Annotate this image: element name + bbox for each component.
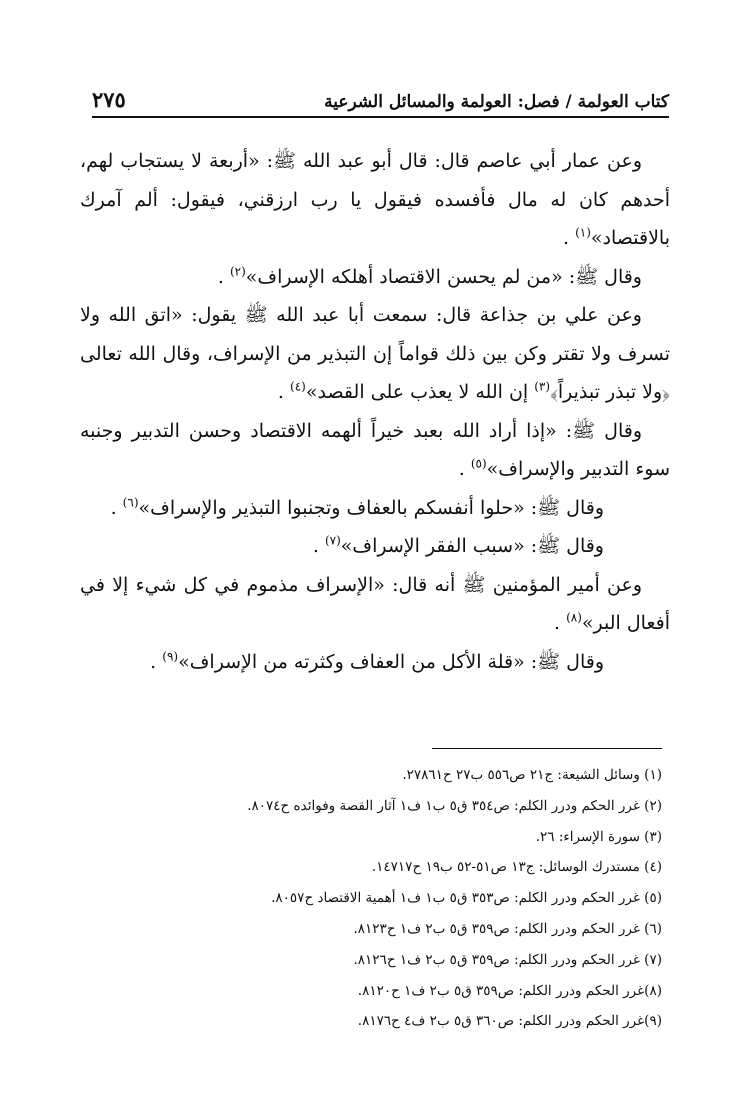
- paragraph: وعن عمار أبي عاصم قال: قال أبو عبد الله ﷺ: «أربعة لا يستجاب لهم، أحدهم كان له مال فأفسده فيقول يا رب ارزقني، فيقول: ألم آمرك بالاقتصاد»$^{(١)}$ .: [80, 150, 670, 249]
- paragraph: وعن أمير المؤمنين ﷺ أنه قال: «الإسراف مذموم في كل شيء إلا في أفعال البر»$^{(٨)}$ .: [80, 573, 670, 634]
- footnote-ref: (١): [575, 225, 591, 240]
- footnote: (٢) غرر الحكم ودرر الكلم: ص٣٥٤ ق٥ ب١ ف١ آثار القصة وفوائده ح٨٠٧٤.: [247, 797, 662, 814]
- footnote-ref: (٩): [162, 649, 179, 664]
- footnote-ref: (٣): [534, 379, 551, 394]
- footnote: (٦) غرر الحكم ودرر الكلم: ص٣٥٩ ق٥ ب٢ ف١ ح٨١٢٣.: [353, 920, 662, 937]
- paragraph: وقال ﷺ: «سبب الفقر الإسراف»$^{(٧)}$ .: [312, 533, 604, 557]
- footnote: (٤) مستدرك الوسائل: ج١٣ ص٥١-٥٢ ب١٩ ح١٤٧١٧.: [371, 859, 662, 876]
- footnote: (١) وسائل الشيعة: ج٢١ ص٥٥٦ ب٢٧ ح٢٧٨٦١.: [402, 767, 662, 783]
- footnote-ref: (٢): [229, 264, 246, 279]
- footnote-separator: [432, 748, 662, 749]
- footnote-ref: (٨): [566, 610, 582, 625]
- paragraph: وعن علي بن جذاعة قال: سمعت أبا عبد الله ﷺ يقول: «اتق الله ولا تسرف ولا تقتر وكن بين ذلك قواماً إن التبذير من الإسراف، وقال الله تعالى ﴿ولا تبذر تبذيراً﴾$^{(٣)}$ إن الله لا يعذب على القصد»$^{(٤)}$ .: [80, 304, 670, 403]
- header-title: كتاب العولمة / فصل: العولمة والمسائل الشرعية: [324, 92, 669, 112]
- paragraph: وقال ﷺ: «حلوا أنفسكم بالعفاف وتجنبوا التبذير والإسراف»$^{(٦)}$ .: [110, 495, 604, 519]
- footnote: (٧) غرر الحكم ودرر الكلم: ص٣٥٩ ق٥ ب٢ ف١ ح٨١٢٦.: [353, 951, 662, 968]
- footnote: (٩)غرر الحكم ودرر الكلم: ص٣٦٠ ق٥ ب٢ ف٤ ح٨١٧٦.: [357, 1013, 662, 1030]
- paragraph: وقال ﷺ: «من لم يحسن الاقتصاد أهلكه الإسراف»$^{(٢)}$ .: [217, 264, 642, 288]
- footnote-ref: (٤): [290, 379, 306, 394]
- running-header: [92, 84, 669, 118]
- footnote-ref: (٥): [470, 456, 487, 471]
- footnote: (٣) سورة الإسراء: ٢٦.: [535, 828, 662, 845]
- footnote: (٨)غرر الحكم ودرر الكلم: ص٣٥٩ ق٥ ب٢ ف١ ح٨١٢٠.: [357, 982, 662, 999]
- main-text: [80, 142, 670, 681]
- paragraph: وقال ﷺ: «قلة الأكل من العفاف وكثرته من الإسراف»$^{(٩)}$ .: [150, 649, 604, 673]
- footnotes: [72, 760, 662, 1037]
- page-number: ٢٧٥: [92, 87, 126, 112]
- paragraph: وقال ﷺ: «إذا أراد الله بعبد خيراً ألهمه الاقتصاد وحسن التدبير وجنبه سوء التدبير والإسراف»$^{(٥)}$ .: [80, 419, 670, 480]
- footnote-ref: (٦): [122, 495, 139, 510]
- footnote-ref: (٧): [324, 533, 341, 548]
- footnote: (٥) غرر الحكم ودرر الكلم: ص٣٥٣ ق٥ ب١ ف١ أهمية الاقتصاد ح٨٠٥٧.: [271, 890, 662, 907]
